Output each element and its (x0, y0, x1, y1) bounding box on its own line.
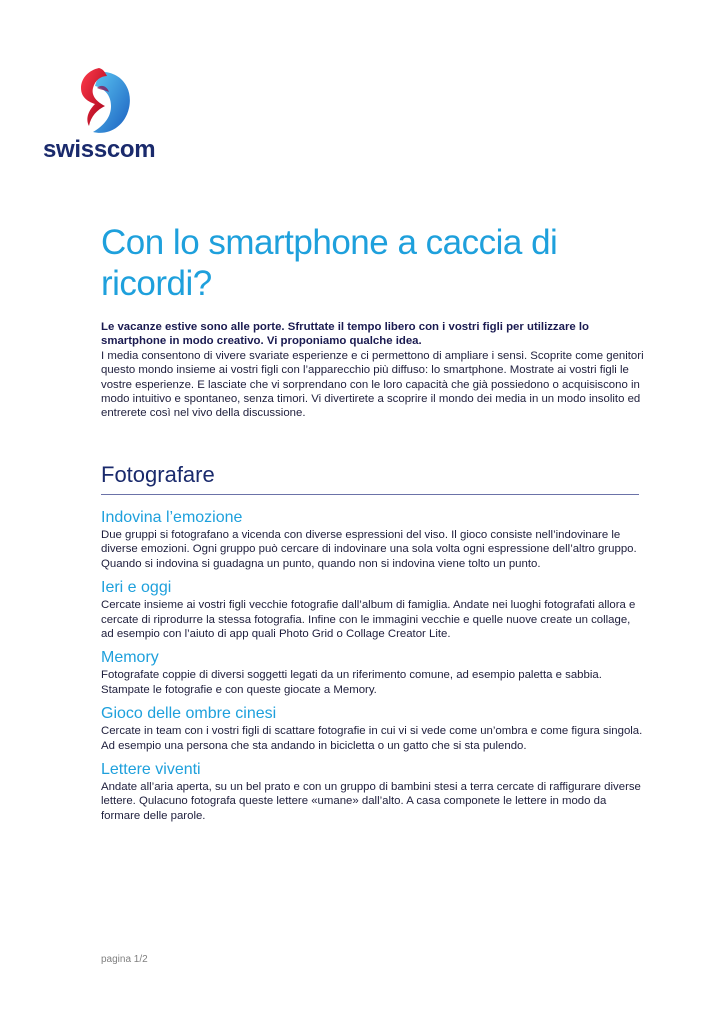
activity-list (101, 508, 646, 830)
brand-wordmark: swisscom (43, 136, 156, 163)
intro (101, 320, 646, 421)
activity-heading: Indovina l’emozione (101, 509, 243, 526)
intro-lead: Le vacanze estive sono alle porte. Sfruttate il tempo libero con i vostri figli per utilizzare lo smartphone in modo creativo. Vi proponiamo qualche idea. (101, 321, 590, 348)
swisscom-logo (43, 66, 173, 162)
page-title: Con lo smartphone a caccia di ricordi? (101, 223, 558, 303)
activity-item (101, 578, 646, 641)
swisscom-lifeform-icon (75, 66, 135, 138)
activity-item (101, 508, 646, 571)
activity-text: Cercate in team con i vostri figli di scattare fotografie in cui vi si vede come un’ombra e come figura singola. Ad esempio una persona che sta andando in bicicletta o un gatto che si sta pulendo. (101, 725, 643, 752)
activity-item (101, 648, 646, 697)
activity-text: Andate all’aria aperta, su un bel prato e con un gruppo di bambini stesi a terra cercate di raffigurare diverse lettere. Qulacuno fotografa queste lettere «umane» dall’alto. A casa componete le lettere in modo da formare delle parole. (101, 781, 641, 822)
section-divider (101, 494, 639, 495)
activity-item (101, 704, 646, 753)
activity-item (101, 760, 646, 823)
activity-heading: Gioco delle ombre cinesi (101, 705, 277, 723)
page-number: pagina 1/2 (101, 954, 148, 965)
activity-text: Fotografate coppie di diversi soggetti legati da un riferimento comune, ad esempio paletta e sabbia. Stampate le fotografie e con queste giocate a Memory. (101, 669, 602, 696)
activity-text: Due gruppi si fotografano a vicenda con diverse espressioni del viso. Il gioco consiste nell’indovinare le diverse emozioni. Ogni gruppo può cercare di indovinare una sola volta ogni espressione dell’altro gruppo. Quando si indovina si guadagna un punto, quando non si indovina viene tolto un punto. (101, 529, 637, 570)
activity-text: Cercate insieme ai vostri figli vecchie fotografie dall’album di famiglia. Andate nei luoghi fotografati allora e cercate di riprodurre la stessa fotografia. Infine con le immagini vecchie e quelle nuove create un collage, ad esempio con l’aiuto di app quali Photo Grid o Collage Creator Lite. (101, 599, 636, 641)
section-title: Fotografare (101, 462, 215, 487)
activity-heading: Ieri e oggi (101, 579, 172, 597)
activity-heading: Lettere viventi (101, 761, 201, 779)
intro-body: I media consentono di vivere svariate esperienze e ci permettono di ampliare i sensi. Scoprite come genitori questo mondo insieme ai vostri figli con l’apparecchio più diffuso: lo smartphone. Mostrate ai vostri figli le vostre esperienze. E lasciate che vi sorprendano con le loro capacità che già possiedono o acquisiscono in modo intuitivo e spontaneo, senza timori. Vi divertirete a scoprire il mondo dei media in un modo insolito ed entrerete così nel vivo della discussione. (101, 349, 644, 420)
activity-heading: Memory (101, 649, 159, 667)
